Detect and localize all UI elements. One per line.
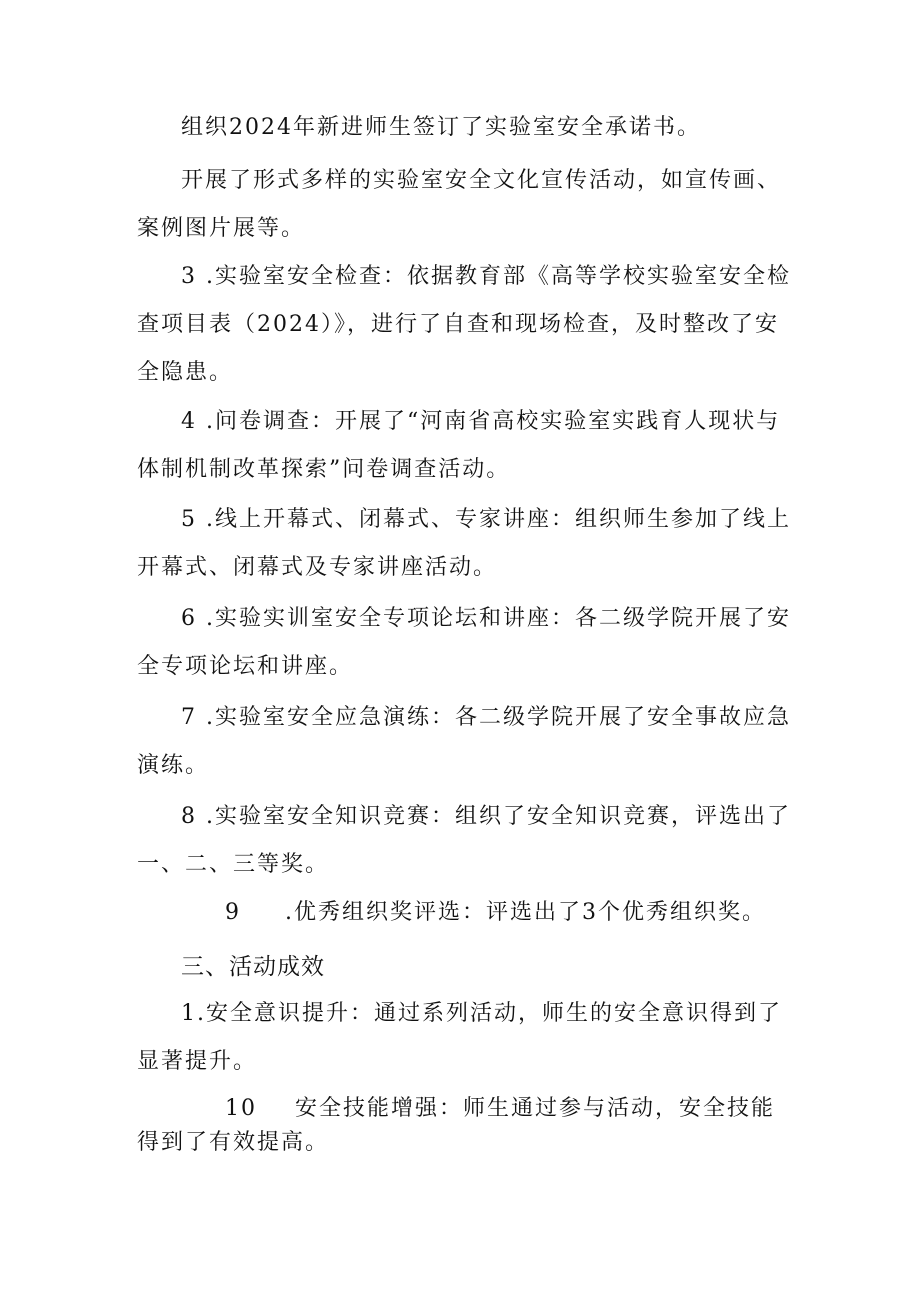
paragraph-safety-inspection: 3 .实验室安全检查：依据教育部《高等学校实验室安全检查项目表（2024）》，进行了自查和现场检查，及时整改了安全隐患。 — [137, 264, 791, 385]
paragraph-organization-award — [137, 889, 797, 937]
paragraph-online-ceremony: 5 .线上开幕式、闭幕式、专家讲座：组织师生参加了线上开幕式、闭幕式及专家讲座活动。 — [137, 507, 791, 580]
item-text: .优秀组织奖评选：评选出了3个优秀组织奖。 — [285, 900, 766, 925]
item-number: 9 — [225, 900, 241, 925]
paragraph-commitment: 组织2024年新进师生签订了实验室安全承诺书。 — [181, 115, 701, 140]
paragraph-skills — [137, 1092, 797, 1160]
paragraph-awareness: 1.安全意识提升：通过系列活动，师生的安全意识得到了显著提升。 — [137, 1001, 782, 1074]
paragraph-emergency-drill: 7 .实验室安全应急演练：各二级学院开展了安全事故应急演练。 — [137, 705, 791, 778]
paragraph-culture-promotion: 开展了形式多样的实验室安全文化宣传活动，如宣传画、案例图片展等。 — [137, 168, 782, 241]
item-number: 10 — [225, 1096, 257, 1121]
paragraph-forum-lectures: 6 .实验实训室安全专项论坛和讲座：各二级学院开展了安全专项论坛和讲座。 — [137, 606, 791, 679]
item-text: 安全技能增强：师生通过参与活动，安全技能得到了有效提高。 — [137, 1096, 776, 1155]
paragraph-questionnaire: 4 .问卷调查：开展了“河南省高校实验室实践育人现状与体制机制改革探索”问卷调查活动。 — [137, 409, 781, 482]
paragraph-knowledge-contest: 8 .实验室安全知识竞赛：组织了安全知识竞赛，评选出了一、二、三等奖。 — [137, 804, 791, 877]
section-heading-results: 三、活动成效 — [181, 954, 325, 980]
